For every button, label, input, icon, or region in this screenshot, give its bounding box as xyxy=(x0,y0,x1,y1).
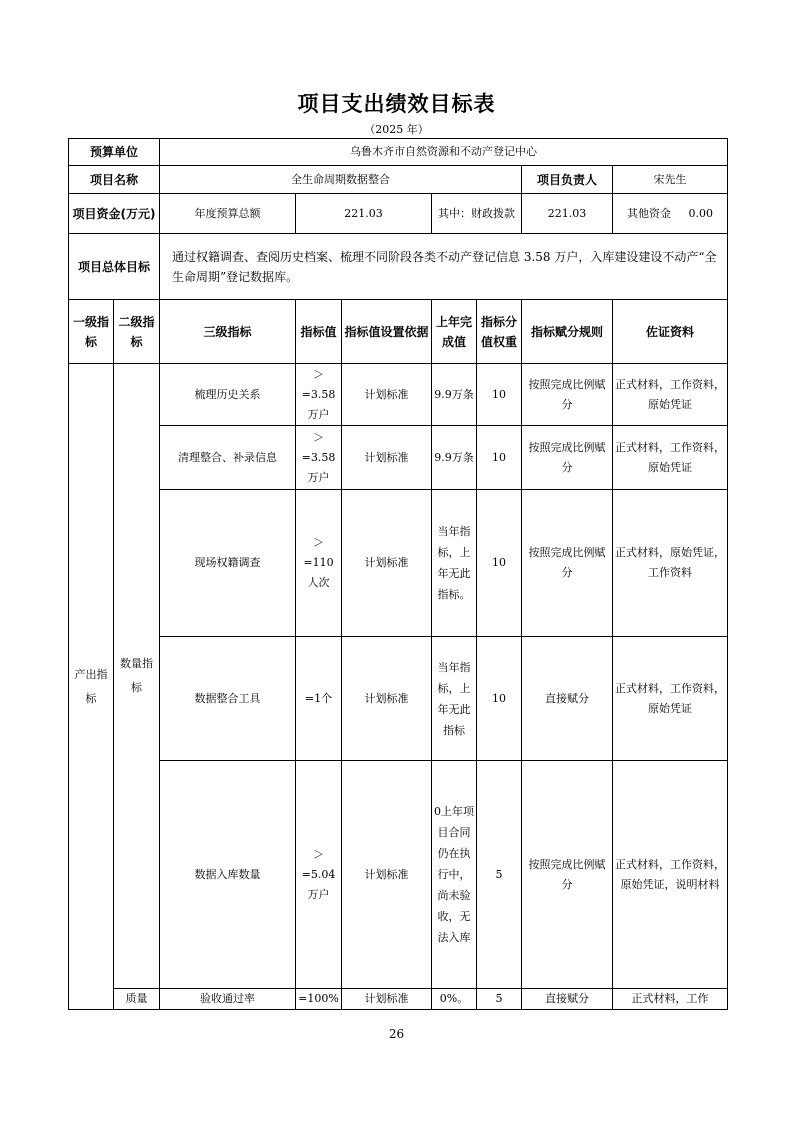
header-level3: 三级指标 xyxy=(160,300,296,364)
annual-budget-label: 年度预算总额 xyxy=(160,194,296,234)
row-evidence: 正式材料，工作资料，原始凭证，说明材料 xyxy=(613,761,728,989)
budget-unit-value: 乌鲁木齐市自然资源和不动产登记中心 xyxy=(160,139,728,166)
annual-budget-value: 221.03 xyxy=(296,194,432,234)
fiscal-value: 221.03 xyxy=(522,194,613,234)
year-label: （2025 年） xyxy=(364,123,429,136)
fiscal-label: 其中：财政拨款 xyxy=(432,194,522,234)
other-funds-value-cell xyxy=(613,194,728,234)
row-basis: 计划标准 xyxy=(342,989,432,1010)
row-evidence: 正式材料，工作资料，原始凭证 xyxy=(613,364,728,426)
budget-unit-label: 预算单位 xyxy=(69,139,160,166)
row-last-year: 0%。 xyxy=(432,989,477,1010)
row-last-year: 当年指标，上年无此指标。 xyxy=(432,490,477,637)
row-value: =1个 xyxy=(296,637,342,761)
header-evidence: 佐证资料 xyxy=(613,300,728,364)
row-rule: 按照完成比例赋分 xyxy=(522,761,613,989)
table-row xyxy=(69,637,728,761)
level1-output: 产出指标 xyxy=(69,364,114,1010)
row-rule: 按照完成比例赋分 xyxy=(522,426,613,490)
row-basis: 计划标准 xyxy=(342,490,432,637)
header-level2: 二级指标 xyxy=(114,300,160,364)
row-last-year: 当年指标，上年无此指标 xyxy=(432,637,477,761)
row-last-year: 0上年项目合同仍在执行中，尚未验收，无法入库 xyxy=(432,761,477,989)
row-evidence: 正式材料，原始凭证，工作资料 xyxy=(613,490,728,637)
row-name: 验收通过率 xyxy=(160,989,296,1010)
header-value: 指标值 xyxy=(296,300,342,364)
funds-label: 项目资金(万元) xyxy=(69,194,160,234)
header-rule: 指标赋分规则 xyxy=(522,300,613,364)
row-value: ＞=3.58万户 xyxy=(296,426,342,490)
header-basis: 指标值设置依据 xyxy=(342,300,432,364)
table-row xyxy=(69,761,728,989)
level2-quality: 质量 xyxy=(114,989,160,1010)
row-rule: 直接赋分 xyxy=(522,989,613,1010)
project-name-value: 全生命周期数据整合 xyxy=(160,166,522,194)
row-value: ＞=5.04万户 xyxy=(296,761,342,989)
row-basis: 计划标准 xyxy=(342,761,432,989)
row-weight: 10 xyxy=(477,364,522,426)
row-basis: 计划标准 xyxy=(342,637,432,761)
table-row xyxy=(69,364,728,426)
overall-goal-label: 项目总体目标 xyxy=(69,234,160,300)
row-last-year: 9.9万条 xyxy=(432,364,477,426)
row-name: 数据入库数量 xyxy=(160,761,296,989)
row-value: ＞=110人次 xyxy=(296,490,342,637)
row-evidence: 正式材料，工作资料，原始凭证 xyxy=(613,637,728,761)
other-funds-value: 0.00 xyxy=(688,206,714,220)
project-leader-value: 宋先生 xyxy=(613,166,728,194)
level2-quantity: 数量指标 xyxy=(114,364,160,989)
row-evidence: 正式材料，工作资料，原始凭证 xyxy=(613,426,728,490)
row-name: 现场权籍调查 xyxy=(160,490,296,637)
row-rule: 按照完成比例赋分 xyxy=(522,490,613,637)
header-last-year: 上年完成值 xyxy=(432,300,477,364)
row-value: ＞=3.58万户 xyxy=(296,364,342,426)
row-value: =100% xyxy=(296,989,342,1010)
table-row xyxy=(69,989,728,1010)
overall-goal-text: 通过权籍调查、查阅历史档案、梳理不同阶段各类不动产登记信息 3.58 万户，入库建设建设不动产“全生命周期”登记数据库。 xyxy=(160,234,728,300)
project-leader-label: 项目负责人 xyxy=(522,166,613,194)
row-evidence: 正式材料，工作 xyxy=(613,989,728,1010)
row-name: 清理整合、补录信息 xyxy=(160,426,296,490)
header-weight: 指标分值权重 xyxy=(477,300,522,364)
page-title: 项目支出绩效目标表 xyxy=(297,92,496,116)
header-level1: 一级指标 xyxy=(69,300,114,364)
row-rule: 直接赋分 xyxy=(522,637,613,761)
row-weight: 5 xyxy=(477,761,522,989)
table-row xyxy=(69,426,728,490)
row-weight: 10 xyxy=(477,426,522,490)
row-rule: 按照完成比例赋分 xyxy=(522,364,613,426)
row-weight: 5 xyxy=(477,989,522,1010)
page-number: 26 xyxy=(388,1027,405,1041)
row-weight: 10 xyxy=(477,490,522,637)
table-row xyxy=(69,490,728,637)
performance-target-table xyxy=(68,138,728,1010)
row-name: 数据整合工具 xyxy=(160,637,296,761)
row-basis: 计划标准 xyxy=(342,426,432,490)
row-weight: 10 xyxy=(477,637,522,761)
row-basis: 计划标准 xyxy=(342,364,432,426)
other-funds-label: 其他资金 xyxy=(627,206,672,220)
project-name-label: 项目名称 xyxy=(69,166,160,194)
row-last-year: 9.9万条 xyxy=(432,426,477,490)
row-name: 梳理历史关系 xyxy=(160,364,296,426)
